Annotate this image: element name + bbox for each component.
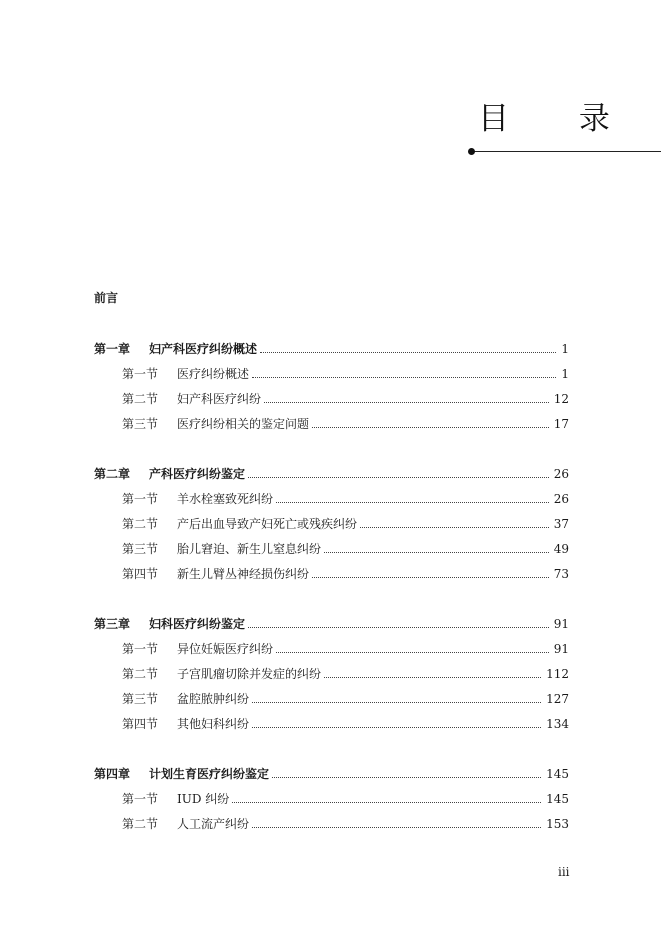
- toc-section-2-4: [122, 566, 569, 582]
- section-label: 第四节: [122, 567, 159, 581]
- page-number: 26: [553, 492, 569, 506]
- dot-leader: [252, 701, 541, 703]
- chapter-title: 产科医疗纠纷鉴定: [149, 467, 246, 481]
- toc-chapter-1: [94, 341, 569, 357]
- dot-leader: [324, 676, 541, 678]
- dot-leader: [312, 426, 549, 428]
- dot-leader: [276, 651, 549, 653]
- chapter-label: 第四章: [94, 767, 131, 781]
- dot-leader: [252, 726, 541, 728]
- page-number: 127: [546, 692, 569, 706]
- toc-section-4-1: [122, 791, 569, 807]
- chapter-title: 计划生育医疗纠纷鉴定: [149, 767, 270, 781]
- section-title: 人工流产纠纷: [177, 817, 250, 831]
- toc-section-1-1: [122, 366, 569, 382]
- section-label: 第一节: [122, 642, 159, 656]
- section-title: 妇产科医疗纠纷: [177, 392, 262, 406]
- page-number: 17: [553, 417, 569, 431]
- dot-leader: [272, 776, 541, 778]
- section-label: 第一节: [122, 492, 159, 506]
- section-title: 异位妊娠医疗纠纷: [177, 642, 274, 656]
- section-label: 第二节: [122, 517, 159, 531]
- section-title: 胎儿窘迫、新生儿窒息纠纷: [177, 542, 322, 556]
- dot-leader: [260, 351, 556, 353]
- dot-leader: [324, 551, 549, 553]
- toc-section-2-3: [122, 541, 569, 557]
- chapter-label: 第一章: [94, 342, 131, 356]
- section-title: 羊水栓塞致死纠纷: [177, 492, 274, 506]
- toc-chapter-4: [94, 766, 569, 782]
- page-title: 目 录: [478, 101, 640, 137]
- toc-section-3-3: [122, 691, 569, 707]
- section-title: IUD 纠纷: [177, 792, 230, 806]
- page-number: 91: [553, 617, 569, 631]
- toc-chapter-3: [94, 616, 569, 632]
- toc-section-2-2: [122, 516, 569, 532]
- page-number: 12: [553, 392, 569, 406]
- section-title: 医疗纠纷相关的鉴定问题: [177, 417, 310, 431]
- section-label: 第一节: [122, 367, 159, 381]
- section-label: 第二节: [122, 817, 159, 831]
- dot-leader: [232, 801, 541, 803]
- section-label: 第一节: [122, 792, 159, 806]
- toc-section-4-2: [122, 816, 569, 832]
- section-title: 其他妇科纠纷: [177, 717, 250, 731]
- toc-chapter-2: [94, 466, 569, 482]
- toc-section-2-1: [122, 491, 569, 507]
- page-number: 134: [546, 717, 569, 731]
- chapter-label: 第二章: [94, 467, 131, 481]
- page-number: 26: [553, 467, 569, 481]
- page-number: 145: [546, 767, 569, 781]
- section-title: 产后出血导致产妇死亡或残疾纠纷: [177, 517, 358, 531]
- dot-leader: [264, 401, 549, 403]
- toc-section-1-2: [122, 391, 569, 407]
- section-title: 医疗纠纷概述: [177, 367, 250, 381]
- dot-leader: [312, 576, 549, 578]
- page-folio: iii: [558, 865, 570, 879]
- toc-section-3-2: [122, 666, 569, 682]
- page-number: 1: [561, 342, 569, 356]
- section-label: 第三节: [122, 417, 159, 431]
- page-number: 112: [546, 667, 569, 681]
- chapter-label: 第三章: [94, 617, 131, 631]
- page-number: 145: [546, 792, 569, 806]
- section-label: 第二节: [122, 392, 159, 406]
- section-title: 子宫肌瘤切除并发症的纠纷: [177, 667, 322, 681]
- section-label: 第四节: [122, 717, 159, 731]
- dot-leader: [248, 626, 549, 628]
- page-number: 49: [553, 542, 569, 556]
- section-label: 第三节: [122, 542, 159, 556]
- page-number: 91: [553, 642, 569, 656]
- dot-leader: [360, 526, 549, 528]
- dot-leader: [252, 826, 541, 828]
- section-label: 第二节: [122, 667, 159, 681]
- section-title: 盆腔脓肿纠纷: [177, 692, 250, 706]
- toc-section-1-3: [122, 416, 569, 432]
- toc-section-3-4: [122, 716, 569, 732]
- page-number: 73: [553, 567, 569, 581]
- dot-leader: [248, 476, 549, 478]
- dot-leader: [276, 501, 549, 503]
- page-number: 1: [561, 367, 569, 381]
- chapter-title: 妇科医疗纠纷鉴定: [149, 617, 246, 631]
- page-number: 37: [553, 517, 569, 531]
- page-number: 153: [546, 817, 569, 831]
- toc-section-3-1: [122, 641, 569, 657]
- dot-leader: [252, 376, 556, 378]
- section-label: 第三节: [122, 692, 159, 706]
- toc-preface: 前言: [94, 291, 119, 305]
- chapter-title: 妇产科医疗纠纷概述: [149, 342, 258, 356]
- section-title: 新生儿臂丛神经损伤纠纷: [177, 567, 310, 581]
